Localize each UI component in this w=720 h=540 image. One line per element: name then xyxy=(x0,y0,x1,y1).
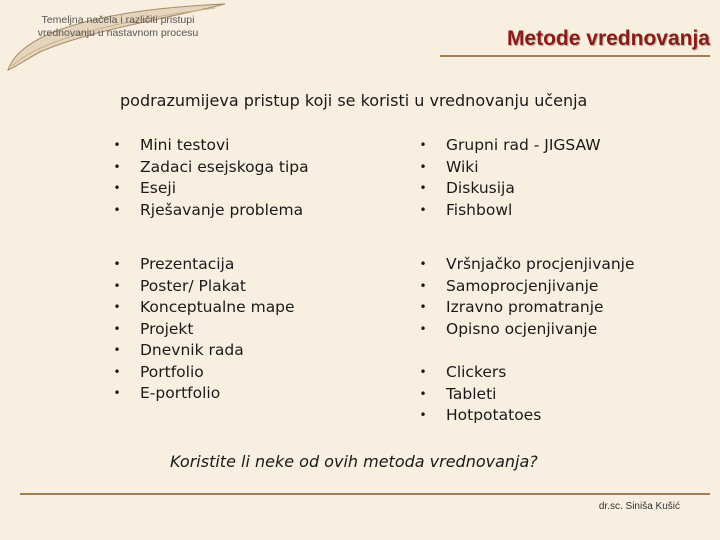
bullet-icon: • xyxy=(419,257,427,271)
list-item-text: Eseji xyxy=(140,179,177,197)
title-underline xyxy=(440,55,710,57)
list-item-text: Zadaci esejskoga tipa xyxy=(140,157,309,176)
bullet-icon: • xyxy=(419,278,427,293)
bullet-icon: • xyxy=(419,321,427,336)
bullet-icon: • xyxy=(419,138,427,152)
bullet-icon: • xyxy=(113,321,121,336)
bullet-icon: • xyxy=(113,386,121,400)
list-item-text: Mini testovi xyxy=(140,136,230,154)
slide-title: Metode vrednovanja xyxy=(506,27,710,50)
bullet-icon: • xyxy=(113,364,121,379)
left-list-1 xyxy=(112,135,309,221)
bullet-icon: • xyxy=(419,202,427,217)
list-item xyxy=(112,200,309,222)
list-item xyxy=(418,362,541,384)
list-item xyxy=(112,276,295,298)
bullet-icon: • xyxy=(419,408,427,422)
list-item xyxy=(418,405,541,427)
list-item xyxy=(112,135,309,157)
bullet-icon: • xyxy=(113,202,121,217)
list-item xyxy=(418,178,601,200)
list-item xyxy=(418,319,635,341)
list-item-text: Grupni rad - JIGSAW xyxy=(446,136,601,154)
author-credit: dr.sc. Siniša Kušić xyxy=(598,501,680,512)
right-list-2 xyxy=(418,254,635,340)
list-item-text: Samoprocjenjivanje xyxy=(446,276,599,295)
list-item xyxy=(418,135,601,157)
bullet-icon: • xyxy=(113,343,121,357)
bullet-icon: • xyxy=(113,278,121,293)
list-item xyxy=(418,254,635,276)
header-swoosh-decoration xyxy=(0,0,240,80)
list-item xyxy=(112,319,295,341)
list-item-text: Prezentacija xyxy=(140,255,235,273)
list-item-text: Portfolio xyxy=(140,362,204,381)
bullet-icon: • xyxy=(113,181,121,195)
bullet-icon: • xyxy=(419,386,427,401)
course-header xyxy=(18,14,218,40)
list-item-text: Wiki xyxy=(446,157,479,176)
bullet-icon: • xyxy=(113,159,121,174)
list-item xyxy=(418,200,601,222)
bullet-icon: • xyxy=(113,138,121,152)
list-item-text: Hotpotatoes xyxy=(446,406,542,424)
list-item xyxy=(112,157,309,179)
list-item xyxy=(112,340,295,362)
list-item xyxy=(112,254,295,276)
list-item xyxy=(112,178,309,200)
list-item xyxy=(418,157,601,179)
slide-subtitle: podrazumijeva pristup koji se koristi u vrednovanju učenja xyxy=(120,91,588,110)
list-item xyxy=(418,276,635,298)
list-item-text: E-portfolio xyxy=(140,384,221,402)
list-item xyxy=(112,362,295,384)
list-item-text: Rješavanje problema xyxy=(140,200,304,219)
left-list-2 xyxy=(112,254,295,405)
list-item-text: Dnevnik rada xyxy=(140,341,244,359)
closing-question: Koristite li neke od ovih metoda vrednovanja? xyxy=(170,452,538,471)
bullet-icon: • xyxy=(113,300,121,314)
right-list-3 xyxy=(418,362,541,427)
bullet-icon: • xyxy=(113,257,121,271)
list-item-text: Fishbowl xyxy=(446,200,513,219)
list-item-text: Projekt xyxy=(140,319,194,338)
list-item xyxy=(418,297,635,319)
footer-rule xyxy=(20,493,710,495)
list-item-text: Vršnjačko procjenjivanje xyxy=(446,255,635,273)
right-list-1 xyxy=(418,135,601,221)
list-item-text: Opisno ocjenjivanje xyxy=(446,319,598,338)
list-item xyxy=(418,384,541,406)
list-item-text: Poster/ Plakat xyxy=(140,276,246,295)
bullet-icon: • xyxy=(419,181,427,195)
bullet-icon: • xyxy=(419,300,427,314)
list-item xyxy=(112,383,295,405)
course-header-line2: vrednovanju u nastavnom procesu xyxy=(37,27,199,39)
bullet-icon: • xyxy=(419,365,427,379)
list-item-text: Izravno promatranje xyxy=(446,298,604,316)
course-header-line1: Temeljna načela i različiti pristupi xyxy=(41,14,195,26)
list-item-text: Tableti xyxy=(446,384,497,403)
list-item-text: Konceptualne mape xyxy=(140,298,295,316)
list-item-text: Clickers xyxy=(446,363,507,381)
bullet-icon: • xyxy=(419,159,427,174)
list-item-text: Diskusija xyxy=(446,179,515,197)
list-item xyxy=(112,297,295,319)
